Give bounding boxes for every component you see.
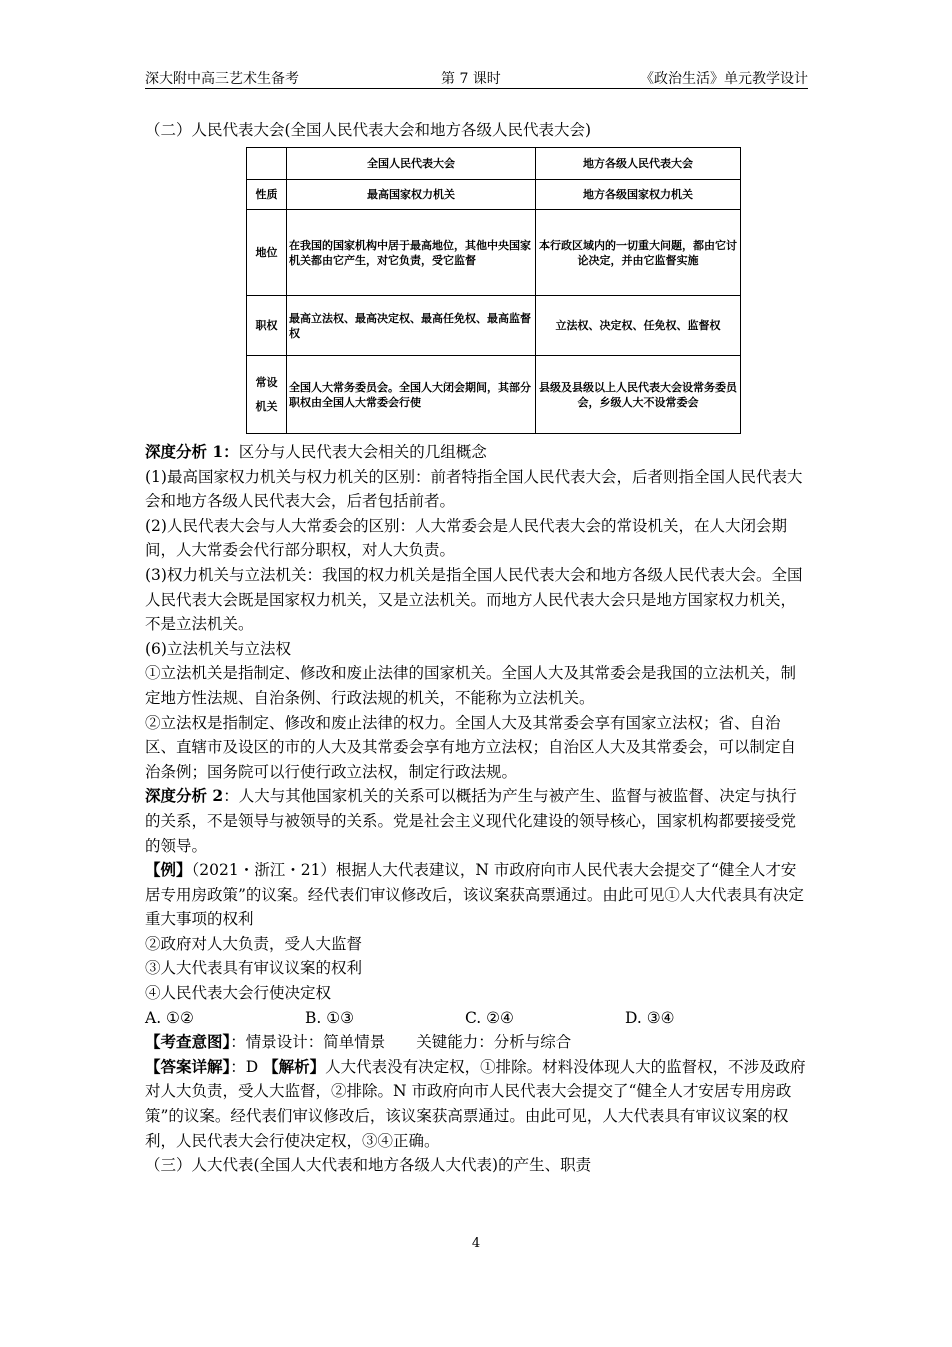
cell-national: 最高立法权、最高决定权、最高任免权、最高监督权 — [287, 296, 536, 356]
analysis-1-sub-2: ②立法权是指制定、修改和废止法律的权力。全国人大及其常委会享有国家立法权；省、自治区、直辖市及设区的市的人大及其常委会享有地方立法权；自治区人大及其常委会，可以制定自治条例；国务院可以行使行政立法权，制定行政法规。 — [145, 713, 797, 781]
answer-label: 【答案详解】 — [145, 1056, 231, 1076]
example-label: 【例】 — [145, 860, 192, 880]
analysis-1-text: 区分与人民代表大会相关的几组概念 — [238, 443, 487, 461]
option-c: C. ②④ — [465, 1008, 514, 1027]
example-options — [145, 1006, 810, 1031]
table-row — [247, 356, 741, 434]
analysis-2-label: 深度分析 2 — [145, 786, 224, 806]
table-corner-cell — [247, 148, 287, 180]
example-item-4: ④人民代表大会行使决定权 — [145, 984, 332, 1003]
example-item-3: ③人大代表具有审议议案的权利 — [145, 959, 363, 978]
page-number: 4 — [471, 1236, 481, 1251]
option-a: A. ①② — [145, 1008, 194, 1027]
analysis-1-label: 深度分析 1： — [145, 442, 239, 461]
analysis-1-point-6: (6)立法机关与立法权 — [145, 639, 291, 658]
exam-intent-text: ：情景设计：简单情景 关键能力：分析与综合 — [230, 1033, 572, 1052]
analysis-label: 【解析】 — [263, 1056, 326, 1076]
example-text: （2021・浙江・21）根据人大代表建议，N 市政府向市人民代表大会提交了“健全人才安居专用房政策”的议案。经代表们审议修改后，该议案获高票通过。由此可见①人大代表具有决定重大事项的权利 — [145, 861, 804, 929]
example-item-2: ②政府对人大负责，受人大监督 — [145, 934, 363, 953]
row-label: 性质 — [247, 180, 287, 210]
section-2-title: （二）人民代表大会(全国人民代表大会和地方各级人民代表大会) — [145, 121, 592, 139]
header-center: 第 7 课时 — [441, 71, 501, 87]
answer-text: 人大代表没有决定权，①排除。材料没体现人大的监督权，不涉及政府对人大负责，受人大监督，②排除。N 市政府向市人民代表大会提交了“健全人才安居专用房政策”的议案。经代表们审议修改后，该议案获高票通过。由此可见，人大代表具有审议议案的权利，人民代表大会行使决定权，③④正确。 — [145, 1057, 806, 1150]
cell-local: 立法权、决定权、任免权、监督权 — [536, 296, 741, 356]
column-header-national: 全国人民代表大会 — [287, 148, 536, 180]
analysis-2 — [145, 784, 810, 858]
table-row — [247, 210, 741, 296]
header-left: 深大附中高三艺术生备考 — [145, 71, 299, 87]
exam-intent-label: 【考查意图】 — [145, 1032, 231, 1052]
cell-local: 县级及县级以上人民代表大会设常务委员会，乡级人大不设常委会 — [536, 356, 741, 434]
npc-comparison-table — [246, 147, 741, 434]
row-label: 职权 — [247, 296, 287, 356]
header-right: 《政治生活》单元教学设计 — [640, 71, 808, 87]
row-label-line1: 常设 — [255, 375, 278, 389]
body-text — [145, 440, 810, 1178]
cell-local: 地方各级国家权力机关 — [536, 180, 741, 210]
analysis-1-heading — [145, 440, 810, 465]
cell-local: 本行政区域内的一切重大问题，都由它讨论决定，并由它监督实施 — [536, 210, 741, 296]
analysis-2-text: ：人大与其他国家机关的关系可以概括为产生与被产生、监督与被监督、决定与执行的关系，不是领导与被领导的关系。党是社会主义现代化建设的领导核心，国家机构都要接受党的领导。 — [145, 787, 797, 855]
table-row — [247, 180, 741, 210]
analysis-1-point-1: (1)最高国家权力机关与权力机关的区别：前者特指全国人民代表大会，后者则指全国人民代表大会和地方各级人民代表大会，后者包括前者。 — [145, 467, 803, 511]
section-3-title: （三）人大代表(全国人大代表和地方各级人大代表)的产生、职责 — [145, 1156, 592, 1175]
row-label — [247, 356, 287, 434]
example-question — [145, 858, 810, 932]
cell-national: 在我国的国家机构中居于最高地位，其他中央国家机关都由它产生，对它负责，受它监督 — [287, 210, 536, 296]
row-label: 地位 — [247, 210, 287, 296]
option-d: D. ③④ — [625, 1008, 675, 1027]
exam-intent — [145, 1030, 810, 1055]
analysis-1-sub-1: ①立法机关是指制定、修改和废止法律的国家机关。全国人大及其常委会是我国的立法机关，制定地方性法规、自治条例、行政法规的机关，不能称为立法机关。 — [145, 664, 797, 707]
page-header — [145, 68, 808, 89]
analysis-1-point-2: (2)人民代表大会与人大常委会的区别：人大常委会是人民代表大会的常设机关，在人大闭会期间，人大常委会代行部分职权，对人大负责。 — [145, 516, 787, 560]
cell-national: 最高国家权力机关 — [287, 180, 536, 210]
option-b: B. ①③ — [305, 1008, 355, 1027]
cell-national: 全国人大常务委员会。全国人大闭会期间，其部分职权由全国人大常委会行使 — [287, 356, 536, 434]
answer-choice: ：D — [230, 1057, 264, 1076]
answer-explanation — [145, 1055, 810, 1153]
row-label-line2: 机关 — [255, 399, 278, 413]
table-row — [247, 296, 741, 356]
column-header-local: 地方各级人民代表大会 — [536, 148, 741, 180]
analysis-1-point-3: (3)权力机关与立法机关：我国的权力机关是指全国人民代表大会和地方各级人民代表大会。全国人民代表大会既是国家权力机关，又是立法机关。而地方人民代表大会只是地方国家权力机关，不是立法机关。 — [145, 565, 803, 634]
